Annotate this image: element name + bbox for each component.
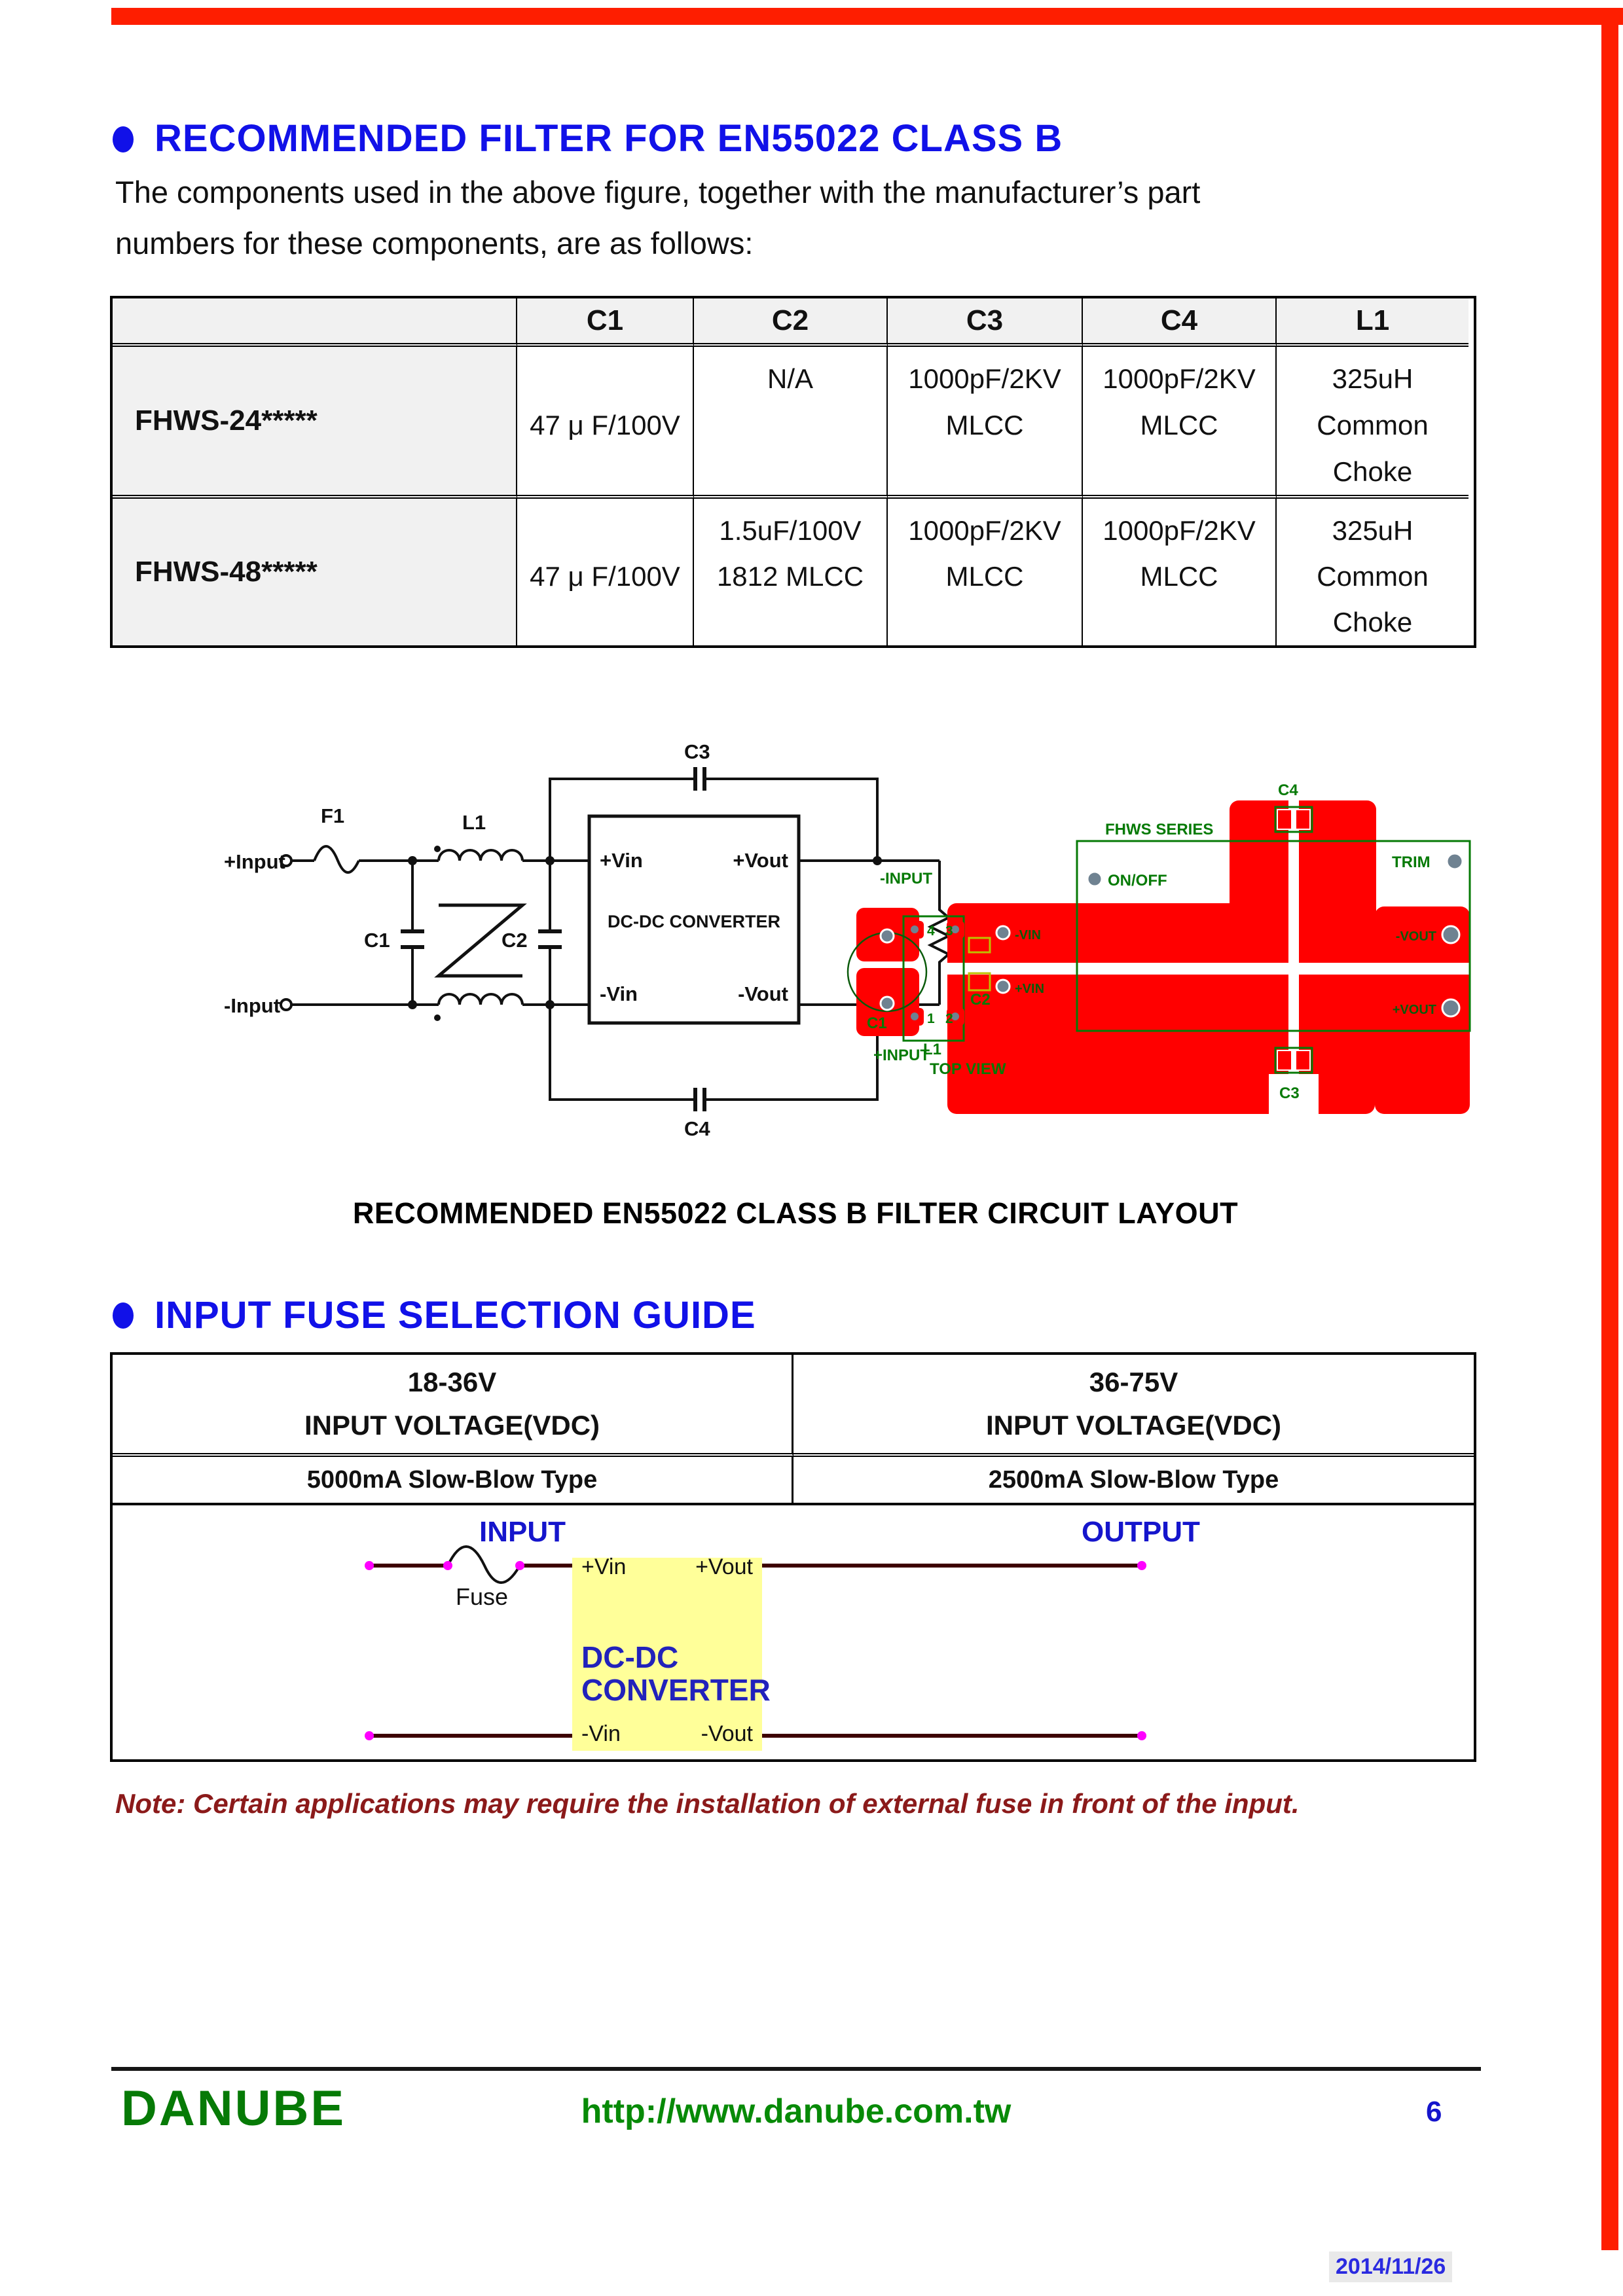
fuse-left-volt-label: INPUT VOLTAGE(VDC)	[304, 1410, 600, 1441]
bullet-icon	[113, 1302, 134, 1329]
cell-line: Choke	[1332, 456, 1413, 487]
diagram-conv-line1: DC-DC	[581, 1640, 679, 1674]
fuse-col-right-header	[793, 1355, 1474, 1457]
cell-line: MLCC	[1140, 561, 1218, 592]
diagram-fuse-label: Fuse	[456, 1583, 509, 1610]
cell-line: N/A	[767, 363, 813, 395]
cell-fhws24-c3	[888, 347, 1083, 499]
cell-fhws48-c1	[517, 499, 694, 645]
col-header-c1: C1	[517, 298, 694, 347]
revision-date: 2014/11/26	[1329, 2251, 1452, 2282]
onoff-pad-icon	[1087, 872, 1102, 886]
cell-fhws24-c4	[1083, 347, 1277, 499]
pcb-series-label: FHWS SERIES	[1105, 821, 1214, 838]
schematic-plus-input-label: +Input	[224, 850, 285, 873]
pcb-plus-input-label: +INPUT	[873, 1047, 930, 1064]
pcb-pin4-label: 4	[927, 924, 935, 939]
pvin-pad-icon	[996, 980, 1010, 993]
cell-fhws48-c3	[888, 499, 1083, 645]
fuse-right-rating: 2500mA Slow-Blow Type	[793, 1457, 1474, 1505]
fuse-symbol-icon	[448, 1547, 520, 1583]
cell-fhws24-c2	[694, 347, 888, 499]
intro-line-1: The components used in the above figure, together with the manufacturer’s part	[115, 175, 1201, 209]
pcb-pin3-label: 3	[945, 924, 953, 939]
cell-line: 1000pF/2KV	[908, 515, 1061, 546]
choke-bottom-coil-icon	[439, 994, 522, 1005]
fuse-right-volt-label: INPUT VOLTAGE(VDC)	[985, 1410, 1282, 1441]
pvout-pad-icon	[1442, 999, 1459, 1016]
fuse-diagram-cell	[113, 1505, 1474, 1759]
schematic-c3-label: C3	[684, 740, 710, 763]
footer-divider	[111, 2067, 1481, 2071]
cell-line: 1000pF/2KV	[1103, 363, 1256, 395]
pcb-top-view-label: TOP VIEW	[930, 1060, 1006, 1078]
cell-line: 1812 MLCC	[716, 561, 864, 592]
note-text: Note: Certain applications may require the installation of external fuse in front of the input.	[115, 1788, 1300, 1819]
choke-top-coil-icon	[439, 850, 522, 861]
cell-line: Common	[1317, 561, 1429, 592]
schematic-nvout-label: -Vout	[738, 982, 788, 1005]
row-header-fhws24: FHWS-24*****	[113, 347, 517, 499]
pcb-onoff-label: ON/OFF	[1108, 872, 1167, 889]
nvout-pad-icon	[1442, 926, 1459, 943]
pcb-layout	[851, 782, 1473, 1116]
section1-title: RECOMMENDED FILTER FOR EN55022 CLASS B	[155, 117, 1063, 160]
cell-line: 325uH	[1332, 515, 1413, 546]
pcb-pin2-label: 2	[945, 1011, 953, 1026]
diagram-output-label: OUTPUT	[1082, 1516, 1200, 1548]
cell-line: MLCC	[1140, 410, 1218, 440]
diagram-nvin-label: -Vin	[581, 1721, 621, 1746]
section2-title: INPUT FUSE SELECTION GUIDE	[155, 1294, 756, 1336]
schematic-f1-label: F1	[321, 804, 345, 827]
fuse-left-rating: 5000mA Slow-Blow Type	[113, 1457, 793, 1505]
minus-input-terminal-icon	[281, 999, 291, 1010]
row-header-fhws48: FHWS-48*****	[113, 499, 517, 645]
cell-line: 47 μ F/100V	[530, 410, 680, 440]
pcb-pvout-label: +VOUT	[1392, 1003, 1436, 1017]
schematic-pvin-label: +Vin	[600, 849, 643, 872]
cell-line: Choke	[1332, 607, 1413, 637]
diagram-nvout-label: -Vout	[701, 1721, 753, 1746]
pcb-l1-label: L1	[923, 1041, 942, 1058]
fuse-right-voltage: 36-75V	[1089, 1367, 1178, 1397]
pcb-minus-input-label: -INPUT	[880, 870, 932, 888]
pcb-trim-label: TRIM	[1392, 853, 1431, 871]
cell-fhws24-l1	[1277, 347, 1468, 499]
schematic-c1-label: C1	[364, 929, 390, 952]
brand-logo: DANUBE	[121, 2081, 346, 2136]
col-header-c2: C2	[694, 298, 888, 347]
cell-line: 1000pF/2KV	[1103, 515, 1256, 546]
schematic-converter-label: DC-DC CONVERTER	[607, 912, 781, 931]
red-frame-top	[111, 8, 1623, 25]
schematic-minus-input-label: -Input	[224, 994, 281, 1017]
pcb-c2-label: C2	[970, 991, 991, 1009]
schematic-l1-label: L1	[462, 811, 486, 834]
pcb-c4-label: C4	[1278, 781, 1298, 799]
col-header-c3: C3	[888, 298, 1083, 347]
cell-fhws48-c4	[1083, 499, 1277, 645]
pcb-c1-label: C1	[867, 1014, 887, 1032]
component-table	[110, 296, 1476, 648]
col-header-c4: C4	[1083, 298, 1277, 347]
cell-line: 1.5uF/100V	[719, 515, 862, 546]
schematic-pvout-label: +Vout	[733, 849, 788, 872]
fuse-diagram	[113, 1505, 1474, 1754]
bullet-icon	[113, 126, 134, 152]
schematic-c2-label: C2	[501, 929, 528, 952]
col-header-l1: L1	[1277, 298, 1468, 347]
diagram-input-label: INPUT	[479, 1516, 566, 1548]
cell-line: 325uH	[1332, 363, 1413, 395]
layout-caption: RECOMMENDED EN55022 CLASS B FILTER CIRCUIT LAYOUT	[352, 1196, 1239, 1230]
diagram-conv-line2: CONVERTER	[581, 1673, 771, 1707]
intro-line-2: numbers for these components, are as follows:	[115, 226, 754, 260]
red-frame-right	[1601, 8, 1618, 2250]
cell-fhws48-l1	[1277, 499, 1468, 645]
cell-line: 1000pF/2KV	[908, 363, 1061, 395]
cell-fhws24-c1	[517, 347, 694, 499]
fuse-col-left-header	[113, 1355, 793, 1457]
table-corner-cell	[113, 298, 517, 347]
website-link[interactable]: http://www.danube.com.tw	[581, 2092, 1012, 2130]
fuse-table	[110, 1352, 1476, 1762]
cell-fhws48-c2	[694, 499, 888, 645]
cell-line: 47 μ F/100V	[530, 561, 680, 592]
fuse-left-voltage: 18-36V	[407, 1367, 497, 1397]
pcb-c3-label: C3	[1279, 1085, 1300, 1102]
cell-line: MLCC	[945, 410, 1024, 440]
schematic-nvin-label: -Vin	[600, 982, 638, 1005]
diagram-pvout-label: +Vout	[695, 1554, 753, 1579]
pcb-nvin-label: -VIN	[1015, 928, 1041, 942]
pcb-pvin-label: +VIN	[1015, 982, 1045, 996]
trim-pad-icon	[1447, 853, 1463, 869]
cell-line: MLCC	[945, 561, 1024, 592]
diagram-pvin-label: +Vin	[581, 1554, 627, 1579]
cell-line: Common	[1317, 410, 1429, 440]
fuse-symbol-icon	[314, 846, 359, 872]
pcb-nvout-label: -VOUT	[1395, 929, 1436, 944]
nvin-pad-icon	[996, 926, 1010, 939]
page-number: 6	[1426, 2096, 1442, 2128]
schematic-c4-label: C4	[684, 1117, 710, 1140]
pcb-pin1-label: 1	[927, 1011, 935, 1026]
